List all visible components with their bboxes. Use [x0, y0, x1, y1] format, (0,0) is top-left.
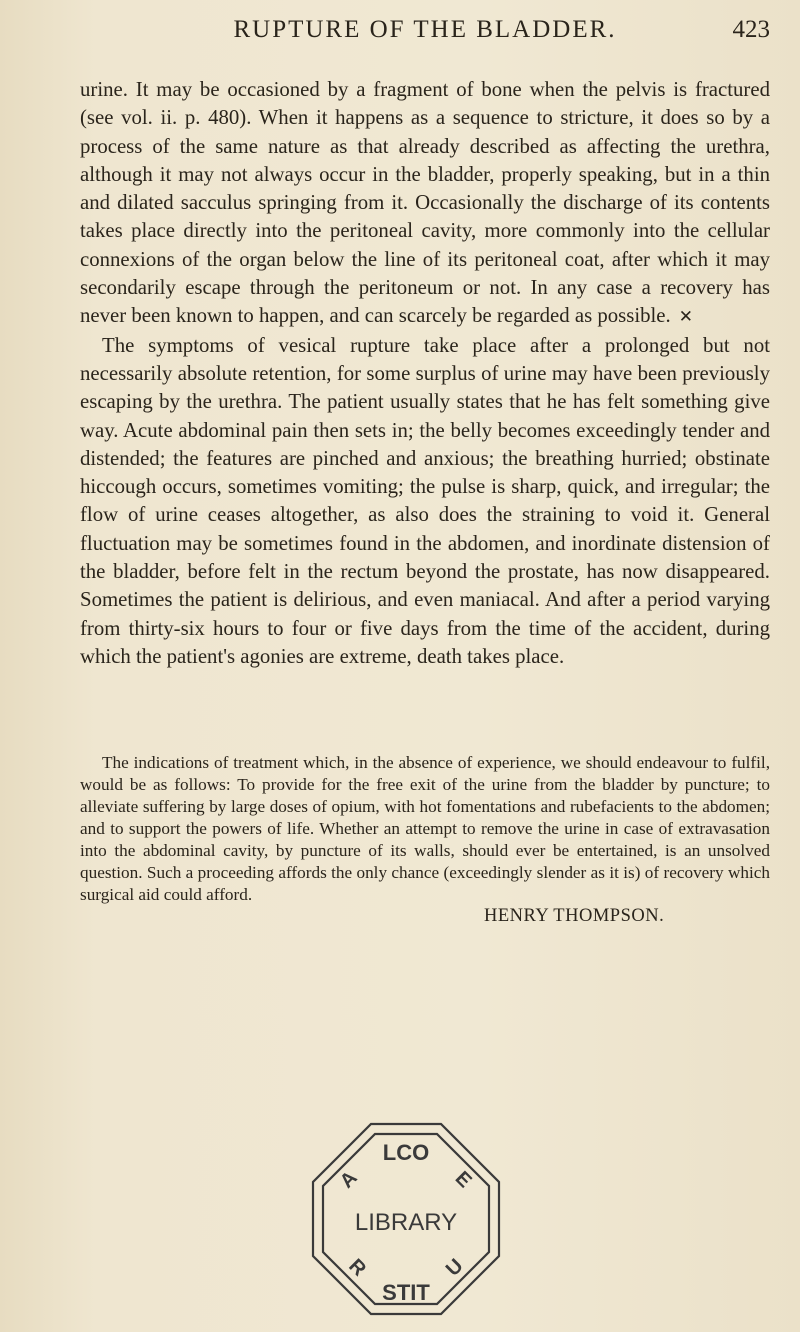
paragraph-1-text: urine. It may be occasioned by a fragment of bone when the pelvis is fractured (see vol. ii. p. 480). When it happens as a sequence to stricture, it does so by a process of the same nature as that already described as affecting the urethra, although it may not always occur in the bladder, properly speaking, but in a thin and dilated sacculus springing from it. Occasionally the discharge of its contents takes place directly into the peritoneal cavity, more commonly into the cellular connexions of the organ below the line of its peritoneal coat, after which it may secondarily escape through the peritoneum or not. In any case a recovery has never been known to happen, and can scarcely be regarded as possible.	[80, 78, 770, 328]
treatment-note: The indications of treatment which, in the absence of experience, we should endeavour to fulfil, would be as follows: To provide for the free exit of the urine from the bladder by puncture; to alleviate suffering by large doses of opium, with hot fomentations and rubefacients to the abdomen; and to support the powers of life. Whether an attempt to remove the urine in case of extravasation into the abdominal cavity, by puncture of its walls, should ever be entertained, is an unsolved question. Such a proceeding affords the only chance (exceedingly slender as it is) of recovery which surgical aid could afford.	[80, 753, 770, 904]
paragraph-2: The symptoms of vesical rupture take place after a prolonged but not necessarily absolute retention, for some surplus of urine may have been previously escaping by the urethra. The patient usually states that he has felt something give way. Acute abdominal pain then sets in; the belly becomes exceedingly tender and distended; the features are pinched and anxious; the breathing hurried; obstinate hiccough occurs, sometimes vomiting; the pulse is sharp, quick, and irregular; the flow of urine ceases altogether, as also does the straining to void it. General fluctuation may be sometimes found in the abdomen, and inordinate distension of the bladder, before felt in the rectum beyond the prostate, has now disappeared. Sometimes the patient is delirious, and even maniacal. And after a period varying from thirty-six hours to four or five days from the time of the accident, during which the patient's agonies are extreme, death takes place.	[80, 333, 770, 668]
stamp-center-text: LIBRARY	[354, 1209, 458, 1236]
stamp-bottom-text: STIT	[382, 1280, 430, 1305]
library-stamp	[309, 1120, 503, 1318]
page-number: 423	[732, 16, 770, 43]
stamp-lower-right-letter: U	[441, 1254, 468, 1281]
page-header	[80, 10, 770, 50]
main-text	[80, 76, 770, 671]
margin-mark-icon: ✕	[678, 307, 693, 328]
running-title: RUPTURE OF THE BLADDER.	[233, 16, 617, 43]
stamp-top-text: LCO	[382, 1140, 430, 1165]
library-stamp-icon	[309, 1120, 503, 1318]
stamp-lower-left-letter: R	[344, 1254, 371, 1281]
stamp-right-letter: E	[450, 1167, 476, 1193]
paragraph-1	[80, 76, 770, 332]
author-signature: HENRY THOMPSON.	[484, 906, 665, 926]
stamp-left-letter: A	[335, 1166, 362, 1193]
